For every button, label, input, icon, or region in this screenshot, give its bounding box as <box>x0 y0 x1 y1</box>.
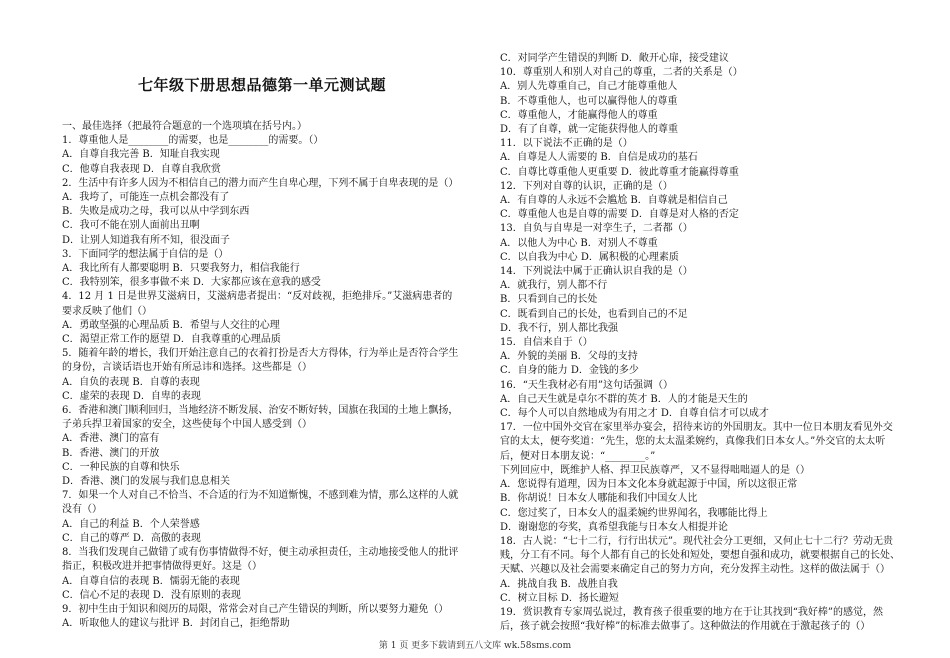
question-line: 10．尊重别人和别人对自己的尊重，二者的关系是（） <box>500 67 743 79</box>
question-line: 1．尊重他人是________的需要，也是________的需要。（） <box>62 135 324 147</box>
question-line: 13．自负与自卑是一对孪生子，二者都（） <box>500 223 693 235</box>
question-line: A．自尊是人人需要的 B．自信是成功的基石 <box>500 152 698 164</box>
question-line: 14．下列说法中属于正确认识自我的是（） <box>500 266 693 278</box>
question-line: D．我不行，别人都比我强 <box>500 322 619 334</box>
question-line: C．以自我为中心 D．属积极的心理素质 <box>500 251 679 263</box>
question-line: 下列回应中，既维护人格、捍卫民族尊严，又不显得咄咄逼人的是（） <box>500 464 810 476</box>
question-line: A．以他人为中心 B．对别人不尊重 <box>500 237 658 249</box>
page-title: 七年级下册思想品德第一单元测试题 <box>137 76 386 94</box>
question-line: A．勇敢坚强的心理品质 B．希望与人交往的心理 <box>62 319 280 331</box>
question-line: 11．以下说法不正确的是（） <box>500 138 633 150</box>
question-line: 一、最佳选择（把最符合题意的一个选项填在括号内。） <box>62 121 307 132</box>
question-line: A．就我行，别人都不行 <box>500 280 608 292</box>
question-line: B．香港、澳门的开放 <box>62 447 160 459</box>
question-line: A．自己的利益 B．个人荣誉感 <box>62 518 200 530</box>
left-column <box>62 120 462 631</box>
question-line: A．香港、澳门的富有 <box>62 433 160 445</box>
question-line: 7．如果一个人对自己不恰当、不合适的行为不知道惭愧，不感到难为情，那么这样的人就没有（） <box>62 490 459 516</box>
question-line: 6．香港和澳门顺利回归，当地经济不断发展、治安不断好转，国旗在我国的土地上飘扬，子弟兵捍卫着国家的安全，这些使每个中国人感受到（） <box>62 405 459 431</box>
question-line: A．有自尊的人永远不会尴尬 B．自尊就是相信自己 <box>500 195 728 207</box>
question-line: C．渴望正常工作的愿望 D．自我尊重的心理品质 <box>62 334 281 346</box>
question-line: B．失败是成功之母，我可以从中学到东西 <box>62 206 250 218</box>
question-line: B．只看到自己的长处 <box>500 294 598 306</box>
question-line: C．既看到自己的长处，也看到自己的不足 <box>500 308 688 320</box>
question-line: A．您说得有道理，因为日本文化本身就起源于中国，所以这很正常 <box>500 479 798 491</box>
question-line: C．尊重他人也是自尊的需要 D．自尊是对人格的否定 <box>500 209 739 221</box>
question-line: 18．古人说：“七十二行，行行出状元”。现代社会分工更细，又何止七十二行？劳动无贵贱，分工有不同。每个人都有自己的长处和短处，要想自强和成功，就要根据自己的长处、天赋、兴趣以及社会需要来确定自己的努力方向，充分发挥主动性。这样的做法属于（） <box>500 535 900 576</box>
page-footer: 第 1 页 更多下载请到五八文库 wk.58sms.com <box>378 641 572 651</box>
question-line: 9．初中生由于知识和阅历的局限，常常会对自己产生错误的判断，所以要努力避免（） <box>62 603 449 615</box>
question-line: C．每个人可以自然地成为有用之才 D．自尊自信才可以成才 <box>500 408 769 420</box>
question-line: C．虚荣的表现 D．自卑的表现 <box>62 390 201 402</box>
question-line: A．别人先尊重自己，自己才能尊重他人 <box>500 81 678 93</box>
question-line: D．谢谢您的夸奖，真希望我能与日本女人相提并论 <box>500 521 729 533</box>
question-line: 8．当我们发现自己做错了或有伤事情做得不好，便主动承担责任，主动地接受他人的批评指正，积极改进并把事情做得更好。这是（） <box>62 547 459 573</box>
question-line: C．我特别笨，很多事做不来 D．大家都应该在意我的感受 <box>62 277 321 289</box>
question-line: A．我比所有人都要聪明 B．只要我努力，相信我能行 <box>62 263 300 275</box>
question-line: C．一种民族的自尊和快乐 <box>62 461 180 473</box>
question-line: 15．自信来自于（） <box>500 337 593 349</box>
question-line: C．您过奖了，日本女人的温柔婉约世界闻名，我哪能比得上 <box>500 507 768 519</box>
question-line: C．我可不能在别人面前出丑啊 <box>62 220 200 232</box>
right-column <box>500 52 900 634</box>
question-line: C．尊重他人，才能赢得他人的尊重 <box>500 109 658 121</box>
question-line: A．自尊自信的表现 B．懦弱无能的表现 <box>62 575 240 587</box>
question-line: D．有了自尊，就一定能获得他人的尊重 <box>500 124 679 136</box>
question-line: 3．下面同学的想法属于自信的是（） <box>62 248 229 260</box>
question-line: C．对同学产生错误的判断 D．敞开心扉，接受建议 <box>500 53 729 64</box>
question-line: C．自身的能力 D．金钱的多少 <box>500 365 639 377</box>
question-line: C．树立目标 D．扬长避短 <box>500 592 619 604</box>
question-line: 4．12 月 1 日是世界艾滋病日，艾滋病患者提出：“反对歧视，拒绝排斥。”艾滋病患者的要求反映了他们（） <box>62 291 453 317</box>
question-line: D．香港、澳门的发展与我们息息相关 <box>62 476 231 488</box>
question-line: C．自己的尊严 D．高傲的表现 <box>62 532 201 544</box>
question-line: 19．赏识教育专家周弘说过，教育孩子很重要的地方在于让其找到“我好棒”的感觉，然后，孩子就会按照“我好棒”的标准去做事了。这种做法的作用就在于激起孩子的（） <box>500 606 883 633</box>
question-line: A．自负的表现 B．自尊的表现 <box>62 376 200 388</box>
question-line: A．我垮了，可能连一点机会都没有了 <box>62 192 230 204</box>
question-line: B．你胡说！日本女人哪能和我们中国女人比 <box>500 493 698 505</box>
question-line: A．外貌的美丽 B．父母的支持 <box>500 351 638 363</box>
question-line: 17．一位中国外交官在家里举办宴会，招待来访的外国朋友。其中一位日本朋友看见外交官的太太，便夸奖道：“先生，您的太太温柔婉约，真像我们日本女人。”外交官的太太听后，便对日本朋友说：“________。” <box>500 422 893 462</box>
question-line: 12．下列对自尊的认识，正确的是（） <box>500 180 673 192</box>
question-line: 5．随着年龄的增长，我们开始注意自己的衣着打扮是否大方得体，行为举止是否符合学生的身份，言谈话语也开始有所忌讳和选择。这些都是（） <box>62 348 459 374</box>
question-line: A．自尊自我完善 B．知耻自我实现 <box>62 149 220 161</box>
question-line: D．让别人知道我有所不知，很没面子 <box>62 234 231 246</box>
question-line: C．信心不足的表现 D．没有原则的表现 <box>62 589 241 601</box>
question-line: 16．“天生我材必有用”这句话强调（） <box>500 379 673 391</box>
question-line: A．听取他人的建议与批评 B．封闭自己，拒绝帮助 <box>62 618 290 630</box>
question-line: C．自尊比尊重他人更重要 D．彼此尊重才能赢得尊重 <box>500 166 739 178</box>
question-line: B．不尊重他人，也可以赢得他人的尊重 <box>500 95 678 107</box>
question-line: A．挑战自我 B．战胜自我 <box>500 578 618 590</box>
question-line: C．他尊自我表现 D．自尊自我欣赏 <box>62 163 221 175</box>
question-line: A．自己天生就是卓尔不群的英才 B．人的才能是天生的 <box>500 393 748 405</box>
question-line: 2．生活中有许多人因为不相信自己的潜力而产生自卑心理，下列不属于自卑表现的是（） <box>62 177 459 189</box>
